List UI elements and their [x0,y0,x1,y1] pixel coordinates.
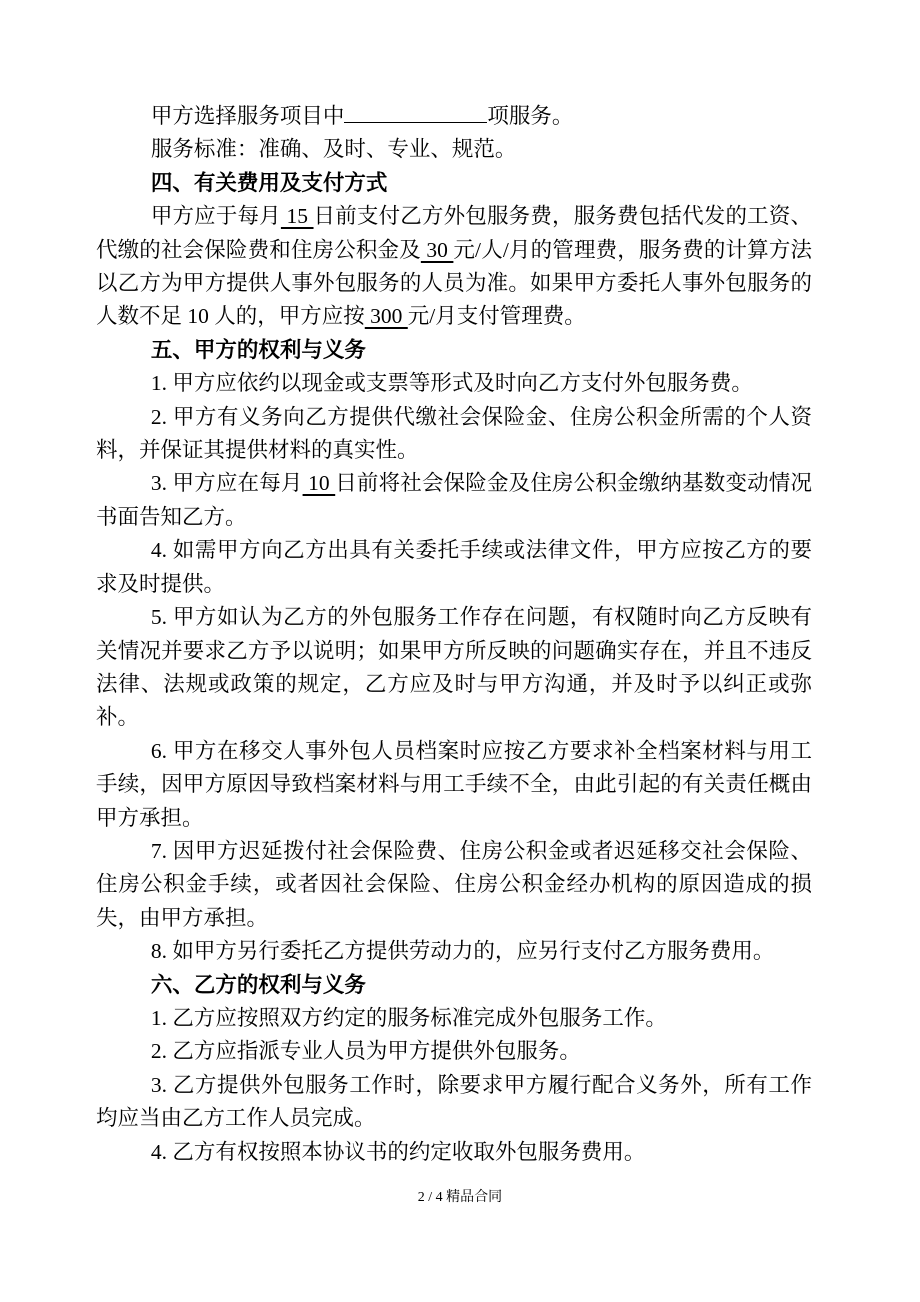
text-run: 甲方应于每月 [150,204,281,229]
text-run: 2. 乙方应指派专业人员为甲方提供外包服务。 [150,1039,581,1064]
underlined-value: 10 [302,471,336,496]
paragraph [96,1136,812,1169]
underlined-value: 15 [280,204,314,229]
text-run: 四、有关费用及支付方式 [150,170,388,195]
paragraph [96,133,812,166]
paragraph [96,100,812,133]
text-run: 1. 甲方应依约以现金或支票等形式及时向乙方支付外包服务费。 [150,371,753,396]
text-run: 2. 甲方有义务向乙方提供代缴社会保险金、住房公积金所需的个人资料，并保证其提供材料的真实性。 [96,404,812,463]
blank-underline [344,102,487,123]
page-number: 2 / 4 精品合同 [417,1190,503,1205]
text-run: 7. 因甲方迟延拨付社会保险费、住房公积金或者迟延移交社会保险、住房公积金手续，或者因社会保险、住房公积金经办机构的原因造成的损失，由甲方承担。 [96,838,812,930]
text-run: 6. 甲方在移交人事外包人员档案时应按乙方要求补全档案材料与用工手续，因甲方原因导致档案材料与用工手续不全，由此引起的有关责任概由甲方承担。 [96,738,812,830]
text-run: 六、乙方的权利与义务 [150,972,366,997]
paragraph [96,1069,812,1136]
section-heading [96,969,812,1002]
paragraph [96,367,812,400]
text-run: 服务标准：准确、及时、专业、规范。 [150,137,517,162]
paragraph [96,401,812,468]
paragraph [96,835,812,935]
text-run: 项服务。 [487,104,574,128]
paragraph [96,601,812,735]
paragraph [96,1035,812,1068]
text-run: 元/人/月的管理费，服务费的计算方法以乙方为甲方提供人事外包服务的人员为准。如果甲方委托人事外包服务的人数不足 10 人的，甲方应按 [96,237,812,329]
text-run: 元/月支付管理费。 [407,304,586,329]
paragraph [96,467,812,534]
paragraph [96,735,812,835]
underlined-value: 30 [420,237,454,262]
text-run: 甲方选择服务项目中 [150,104,345,128]
paragraph [96,534,812,601]
text-run: 日前支付乙方外包服务费，服务费包括代发的工资、代缴的社会保险费和住房公积金及 [96,204,812,262]
section-heading [96,334,812,367]
text-run: 4. 如需甲方向乙方出具有关委托手续或法律文件，甲方应按乙方的要求及时提供。 [96,538,812,596]
text-run: 3. 乙方提供外包服务工作时，除要求甲方履行配合义务外，所有工作均应当由乙方工作人员完成。 [96,1072,812,1131]
text-run: 3. 甲方应在每月 [150,471,303,496]
section-heading [96,167,812,200]
underlined-value: 300 [364,304,408,329]
text-run: 8. 如甲方另行委托乙方提供劳动力的，应另行支付乙方服务费用。 [150,939,775,964]
paragraph [96,935,812,968]
text-run: 1. 乙方应按照双方约定的服务标准完成外包服务工作。 [150,1005,667,1030]
text-run: 5. 甲方如认为乙方的外包服务工作存在问题，有权随时向乙方反映有关情况并要求乙方予以说明；如果甲方所反映的问题确实存在，并且不违反法律、法规或政策的规定，乙方应及时与甲方沟通，并及时予以纠正或弥补。 [96,605,812,730]
text-run: 日前将社会保险金及住房公积金缴纳基数变动情况书面告知乙方。 [96,471,812,529]
text-run: 4. 乙方有权按照本协议书的约定收取外包服务费用。 [150,1139,646,1164]
paragraph [96,200,812,334]
paragraph [96,1002,812,1035]
page-footer [0,1188,920,1208]
document-body [96,100,812,1169]
text-run: 五、甲方的权利与义务 [150,337,366,362]
